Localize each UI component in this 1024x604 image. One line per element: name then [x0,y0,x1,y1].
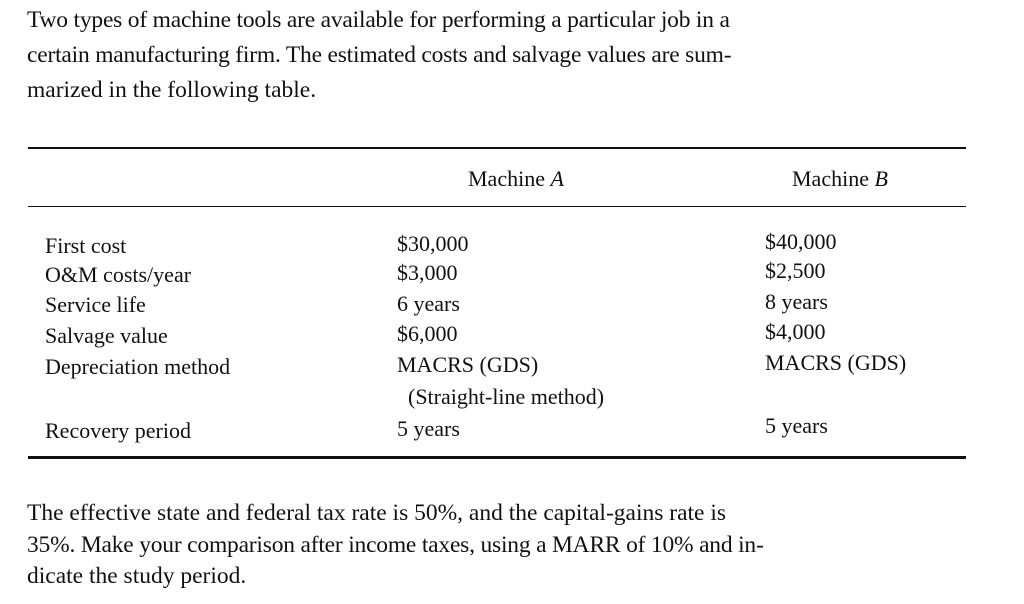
cell-a: 5 years [397,416,460,441]
row-label: Depreciation method [45,354,231,379]
cell-b: $4,000 [765,319,826,344]
cell-a: $3,000 [397,260,458,285]
row-label: Salvage value [45,323,168,348]
cell-a: 6 years [397,291,460,316]
header-letter: B [874,166,888,191]
table-top-rule [28,147,966,149]
header-label: Machine [792,166,875,191]
cell-a-note: (Straight-line method) [408,384,605,409]
intro-line: marized in the following table. [27,77,317,103]
cell-a: $6,000 [397,321,458,346]
cell-a: MACRS (GDS) [397,352,539,377]
row-label: First cost [45,233,127,258]
cell-b: MACRS (GDS) [765,350,907,375]
header-machine-a [468,166,564,192]
cell-b: $2,500 [765,258,826,283]
row-label: Service life [45,292,146,317]
row-label: Recovery period [45,418,191,443]
header-label: Machine [468,166,551,191]
outro-line: dicate the study period. [27,563,247,589]
header-letter: A [550,166,564,191]
header-machine-b [792,166,888,192]
table-bottom-rule [28,456,966,459]
cell-a: $30,000 [397,231,469,256]
intro-line: Two types of machine tools are available for performing a particular job in a [27,7,730,33]
cell-b: 5 years [765,413,828,438]
intro-line: certain manufacturing firm. The estimated costs and salvage values are sum- [27,42,732,68]
outro-line: The effective state and federal tax rate is 50%, and the capital-gains rate is [27,500,727,526]
outro-line: 35%. Make your comparison after income taxes, using a MARR of 10% and in- [27,532,764,558]
cell-b: 8 years [765,289,828,314]
table-header-rule [28,206,966,207]
cell-b: $40,000 [765,229,837,254]
row-label: O&M costs/year [45,262,192,287]
